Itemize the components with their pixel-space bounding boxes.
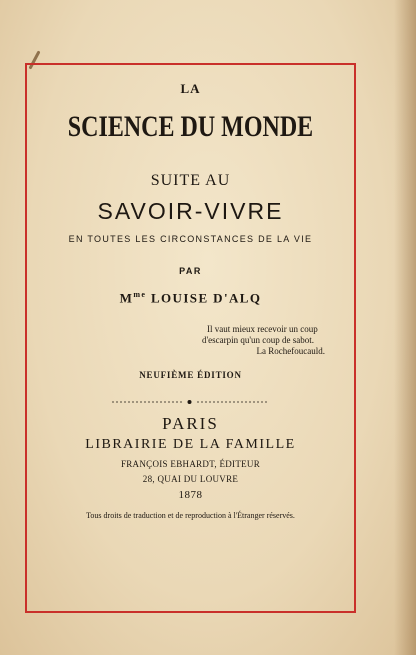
publication-city: PARIS: [162, 414, 219, 433]
epigraph-line-2: d'escarpin qu'un coup de sabot.: [202, 335, 314, 345]
author-prefix-superscript: me: [133, 290, 147, 299]
subtitle-suite: SUITE AU: [150, 172, 231, 189]
publisher-address: 28, QUAI DU LOUVRE: [142, 474, 239, 484]
by-line: PAR: [179, 266, 202, 276]
epigraph-attribution: La Rochefoucauld.: [256, 346, 325, 356]
edition-label: NEUFIÈME ÉDITION: [139, 370, 242, 380]
author-prefix: M: [119, 290, 134, 306]
publisher-name: FRANÇOIS EBHARDT, ÉDITEUR: [120, 459, 261, 469]
author-surname: LOUISE D'ALQ: [146, 290, 262, 306]
page-edge-shadow: [394, 0, 416, 655]
subtitle-circonstances: EN TOUTES LES CIRCONSTANCES DE LA VIE: [68, 234, 313, 244]
publication-year: 1878: [178, 489, 203, 501]
epigraph: [202, 324, 347, 357]
author-name: [25, 290, 356, 306]
subtitle-savoir-vivre: SAVOIR-VIVRE: [97, 198, 284, 224]
epigraph-line-1: Il vaut mieux recevoir un coup: [207, 324, 318, 334]
rights-notice: Tous droits de traduction et de reproduction à l'Étranger réservés.: [86, 511, 295, 520]
publisher: LIBRAIRIE DE LA FAMILLE: [85, 437, 296, 452]
book-title: SCIENCE DU MONDE: [67, 110, 314, 143]
ornamental-rule: [112, 399, 267, 405]
title-article: LA: [180, 81, 201, 96]
